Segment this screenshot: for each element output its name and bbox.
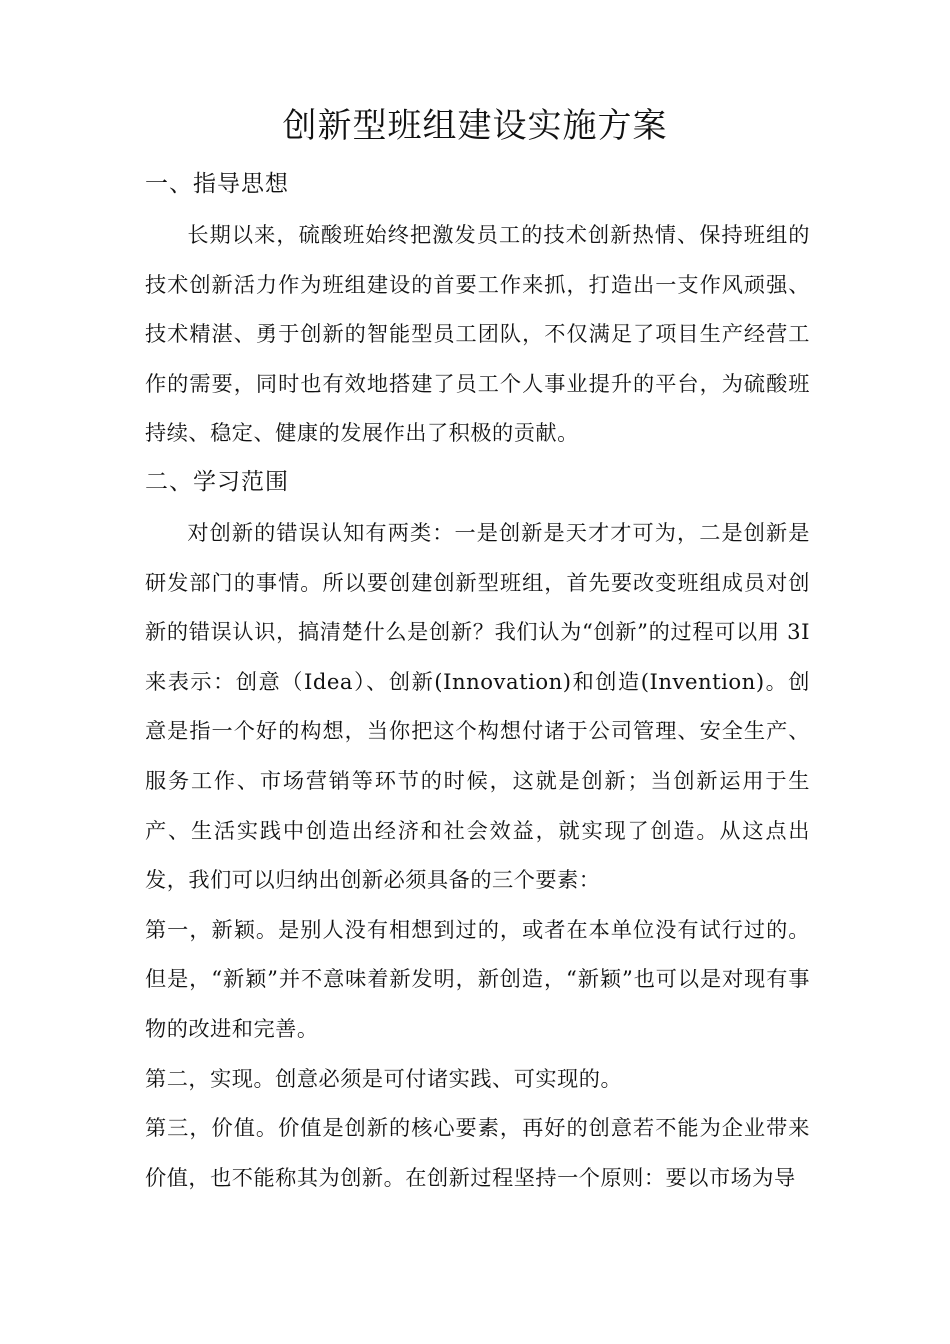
paragraph-element-realization: 第二，实现。创意必须是可付诸实践、可实现的。 <box>145 1065 623 1091</box>
section-heading-guiding-thought: 一、指导思想 <box>145 171 289 197</box>
document-body <box>145 162 810 1202</box>
section-heading-learning-scope: 二、学习范围 <box>145 468 289 495</box>
paragraph-element-novelty: 第一，新颖。是别人没有相想到过的，或者在本单位没有试行过的。但是，“新颖”并不意味着新发明，新创造，“新颖”也可以是对现有事物的改进和完善。 <box>145 916 810 1041</box>
paragraph-innovation-definition: 对创新的错误认知有两类：一是创新是天才才可为，二是创新是研发部门的事情。所以要创建创新型班组，首先要改变班组成员对创新的错误认识，搞清楚什么是创新？我们认为“创新”的过程可以用 3I 来表示：创意（Idea）、创新(Innovation)和创造(Invention)。创意是指一个好的构想，当你把这个构想付诸于公司管理、安全生产、服务工作、市场营销等环节的时候，这就是创新；当创新运用于生产、生活实践中创造出经济和社会效益，就实现了创造。从这点出发，我们可以归纳出创新必须具备的三个要素： <box>145 519 810 893</box>
document-title: 创新型班组建设实施方案 <box>282 106 668 146</box>
paragraph-guiding-thought: 长期以来，硫酸班始终把激发员工的技术创新热情、保持班组的技术创新活力作为班组建设的首要工作来抓，打造出一支作风顽强、技术精湛、勇于创新的智能型员工团队，不仅满足了项目生产经营工作的需要，同时也有效地搭建了员工个人事业提升的平台，为硫酸班持续、稳定、健康的发展作出了积极的贡献。 <box>145 222 810 446</box>
paragraph-element-value: 第三，价值。价值是创新的核心要素，再好的创意若不能为企业带来价值，也不能称其为创新。在创新过程坚持一个原则：要以市场为导 <box>145 1115 810 1190</box>
